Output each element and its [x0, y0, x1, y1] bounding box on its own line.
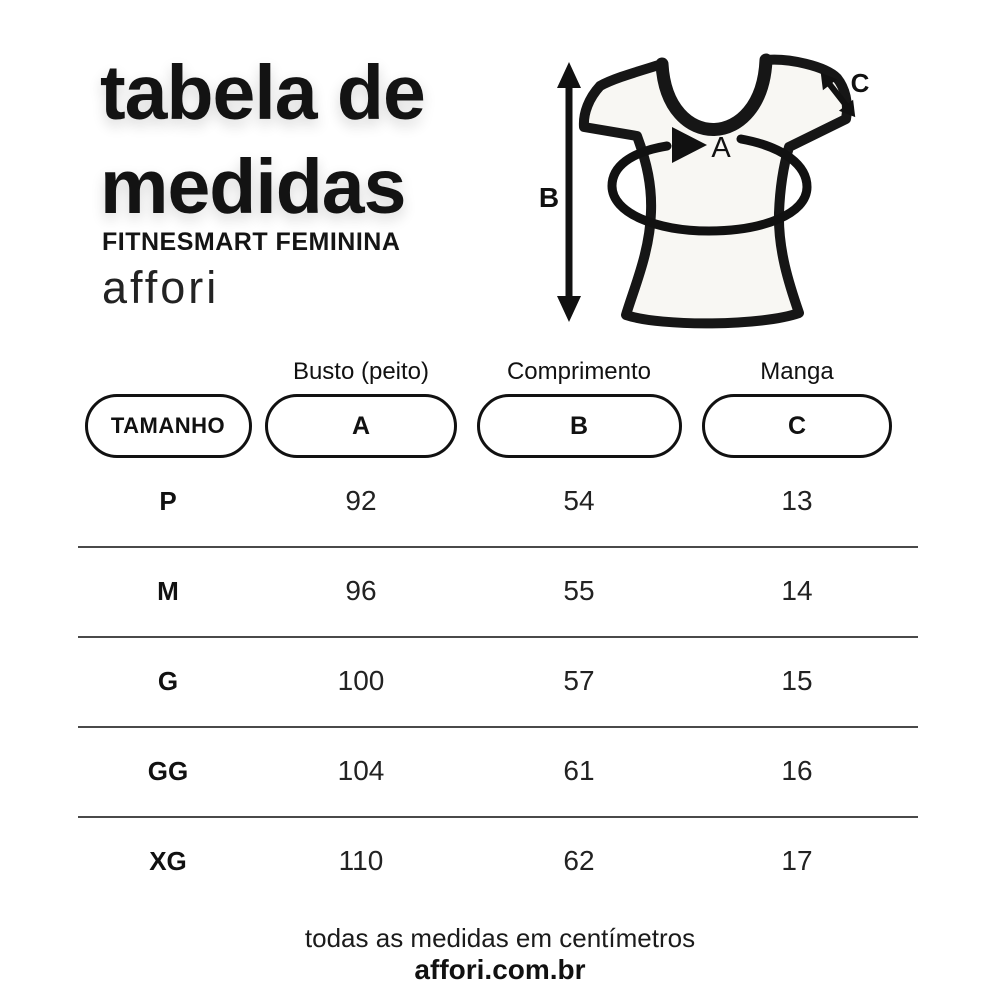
pill-b: B [477, 394, 682, 458]
row-divider [78, 546, 918, 548]
table-row-p [75, 456, 897, 546]
table-header-row [75, 394, 897, 458]
row-divider [78, 726, 918, 728]
bust-value: 96 [345, 575, 377, 606]
tshirt-measurement-diagram [520, 30, 920, 350]
size-label: P [159, 485, 177, 516]
length-label: B [538, 182, 560, 213]
sleeve-value: 15 [781, 665, 813, 696]
size-label: GG [147, 755, 189, 786]
sleeve-label: C [850, 68, 870, 98]
neckline-stroke [662, 60, 766, 130]
length-value: 61 [563, 755, 595, 786]
product-subtitle: FITNESMART FEMININA [102, 228, 401, 256]
bust-value: 92 [345, 485, 377, 516]
pill-c: C [702, 394, 892, 458]
bust-value: 110 [338, 845, 384, 876]
bust-label: A [711, 132, 731, 164]
length-arrowhead-top-icon [557, 62, 581, 88]
size-label: M [157, 575, 179, 606]
column-header-bust: Busto (peito) [292, 358, 430, 385]
page-title-line2: medidas [100, 144, 406, 230]
table-row-gg [75, 726, 897, 816]
bust-value: 104 [337, 755, 385, 786]
size-label: G [157, 665, 179, 696]
length-value: 62 [563, 845, 595, 876]
length-arrowhead-bottom-icon [557, 296, 581, 322]
length-value: 54 [563, 485, 595, 516]
pill-a: A [265, 394, 457, 458]
sleeve-value: 14 [781, 575, 813, 606]
bust-value: 100 [337, 665, 385, 696]
size-label: XG [149, 845, 187, 876]
website-url: affori.com.br [414, 954, 586, 985]
page-title-line1: tabela de [100, 50, 425, 136]
table-row-m [75, 546, 897, 636]
length-value: 57 [563, 665, 595, 696]
table-row-xg [75, 816, 897, 906]
sleeve-value: 13 [781, 485, 813, 516]
size-table-body [75, 456, 897, 906]
row-divider [78, 816, 918, 818]
column-headers [75, 358, 897, 386]
length-value: 55 [563, 575, 595, 606]
column-header-length: Comprimento [506, 358, 652, 385]
column-header-sleeve: Manga [760, 358, 834, 385]
sleeve-value: 16 [781, 755, 813, 786]
sleeve-value: 17 [781, 845, 813, 876]
row-divider [78, 636, 918, 638]
units-note: todas as medidas em centímetros [304, 923, 696, 953]
table-row-g [75, 636, 897, 726]
page-title [100, 46, 425, 234]
size-header-pill: TAMANHO [85, 394, 252, 458]
brand-logo: affori [102, 262, 220, 313]
